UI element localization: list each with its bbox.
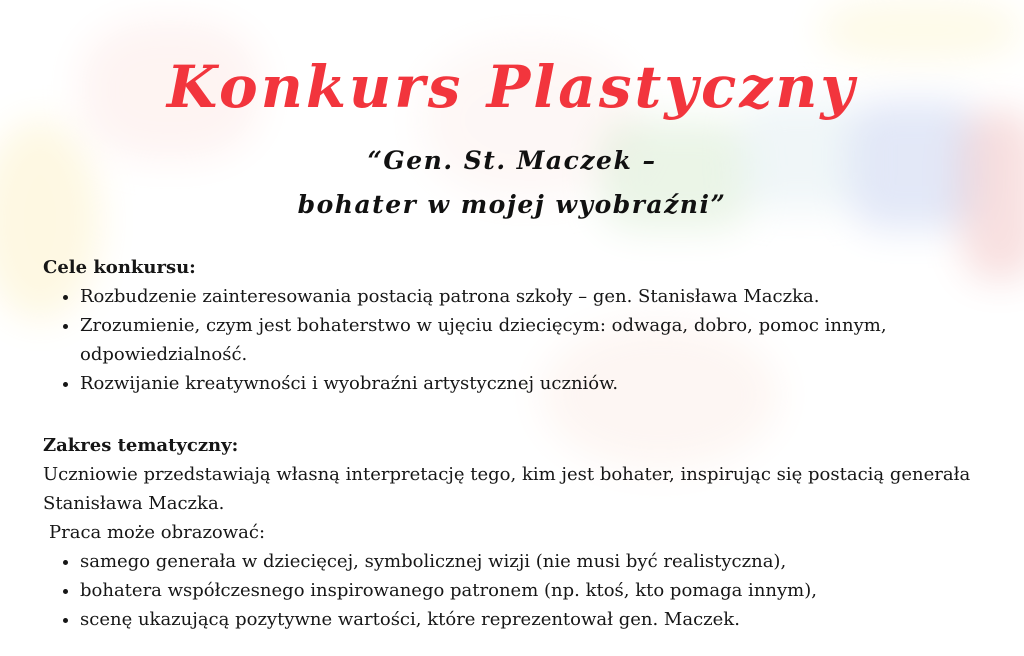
list-item: • Rozwijanie kreatywności i wyobraźni artystycznej uczniów. (80, 369, 1003, 398)
list-item: • samego generała w dziecięcej, symbolicznej wizji (nie musi być realistyczna), (80, 547, 1003, 576)
scope-lead: Praca może obrazować: (49, 522, 266, 543)
scope-list (43, 547, 1003, 634)
page-title: Konkurs Plastyczny (166, 53, 858, 121)
list-item: • Zrozumienie, czym jest bohaterstwo w ujęciu dziecięcym: odwaga, dobro, pomoc innym, odpowiedzialność. (80, 311, 1003, 369)
goals-heading: Cele konkursu: (43, 257, 196, 278)
scope-section (43, 431, 1003, 634)
list-item: • Rozbudzenie zainteresowania postacią patrona szkoły – gen. Stanisława Maczka. (80, 282, 1003, 311)
goals-list (43, 282, 1003, 398)
goals-section (43, 253, 1003, 398)
list-item: • scenę ukazującą pozytywne wartości, które reprezentował gen. Maczek. (80, 605, 1003, 634)
list-item: • bohatera współczesnego inspirowanego patronem (np. ktoś, kto pomaga innym), (80, 576, 1003, 605)
subtitle-line-1: “Gen. St. Maczek – (367, 146, 657, 175)
scope-heading: Zakres tematyczny: (43, 435, 239, 456)
scope-intro: Uczniowie przedstawiają własną interpretację tego, kim jest bohater, inspirując się postacią generała Stanisława Maczka. (43, 464, 971, 514)
subtitle-line-2: bohater w mojej wyobraźni” (297, 190, 727, 219)
